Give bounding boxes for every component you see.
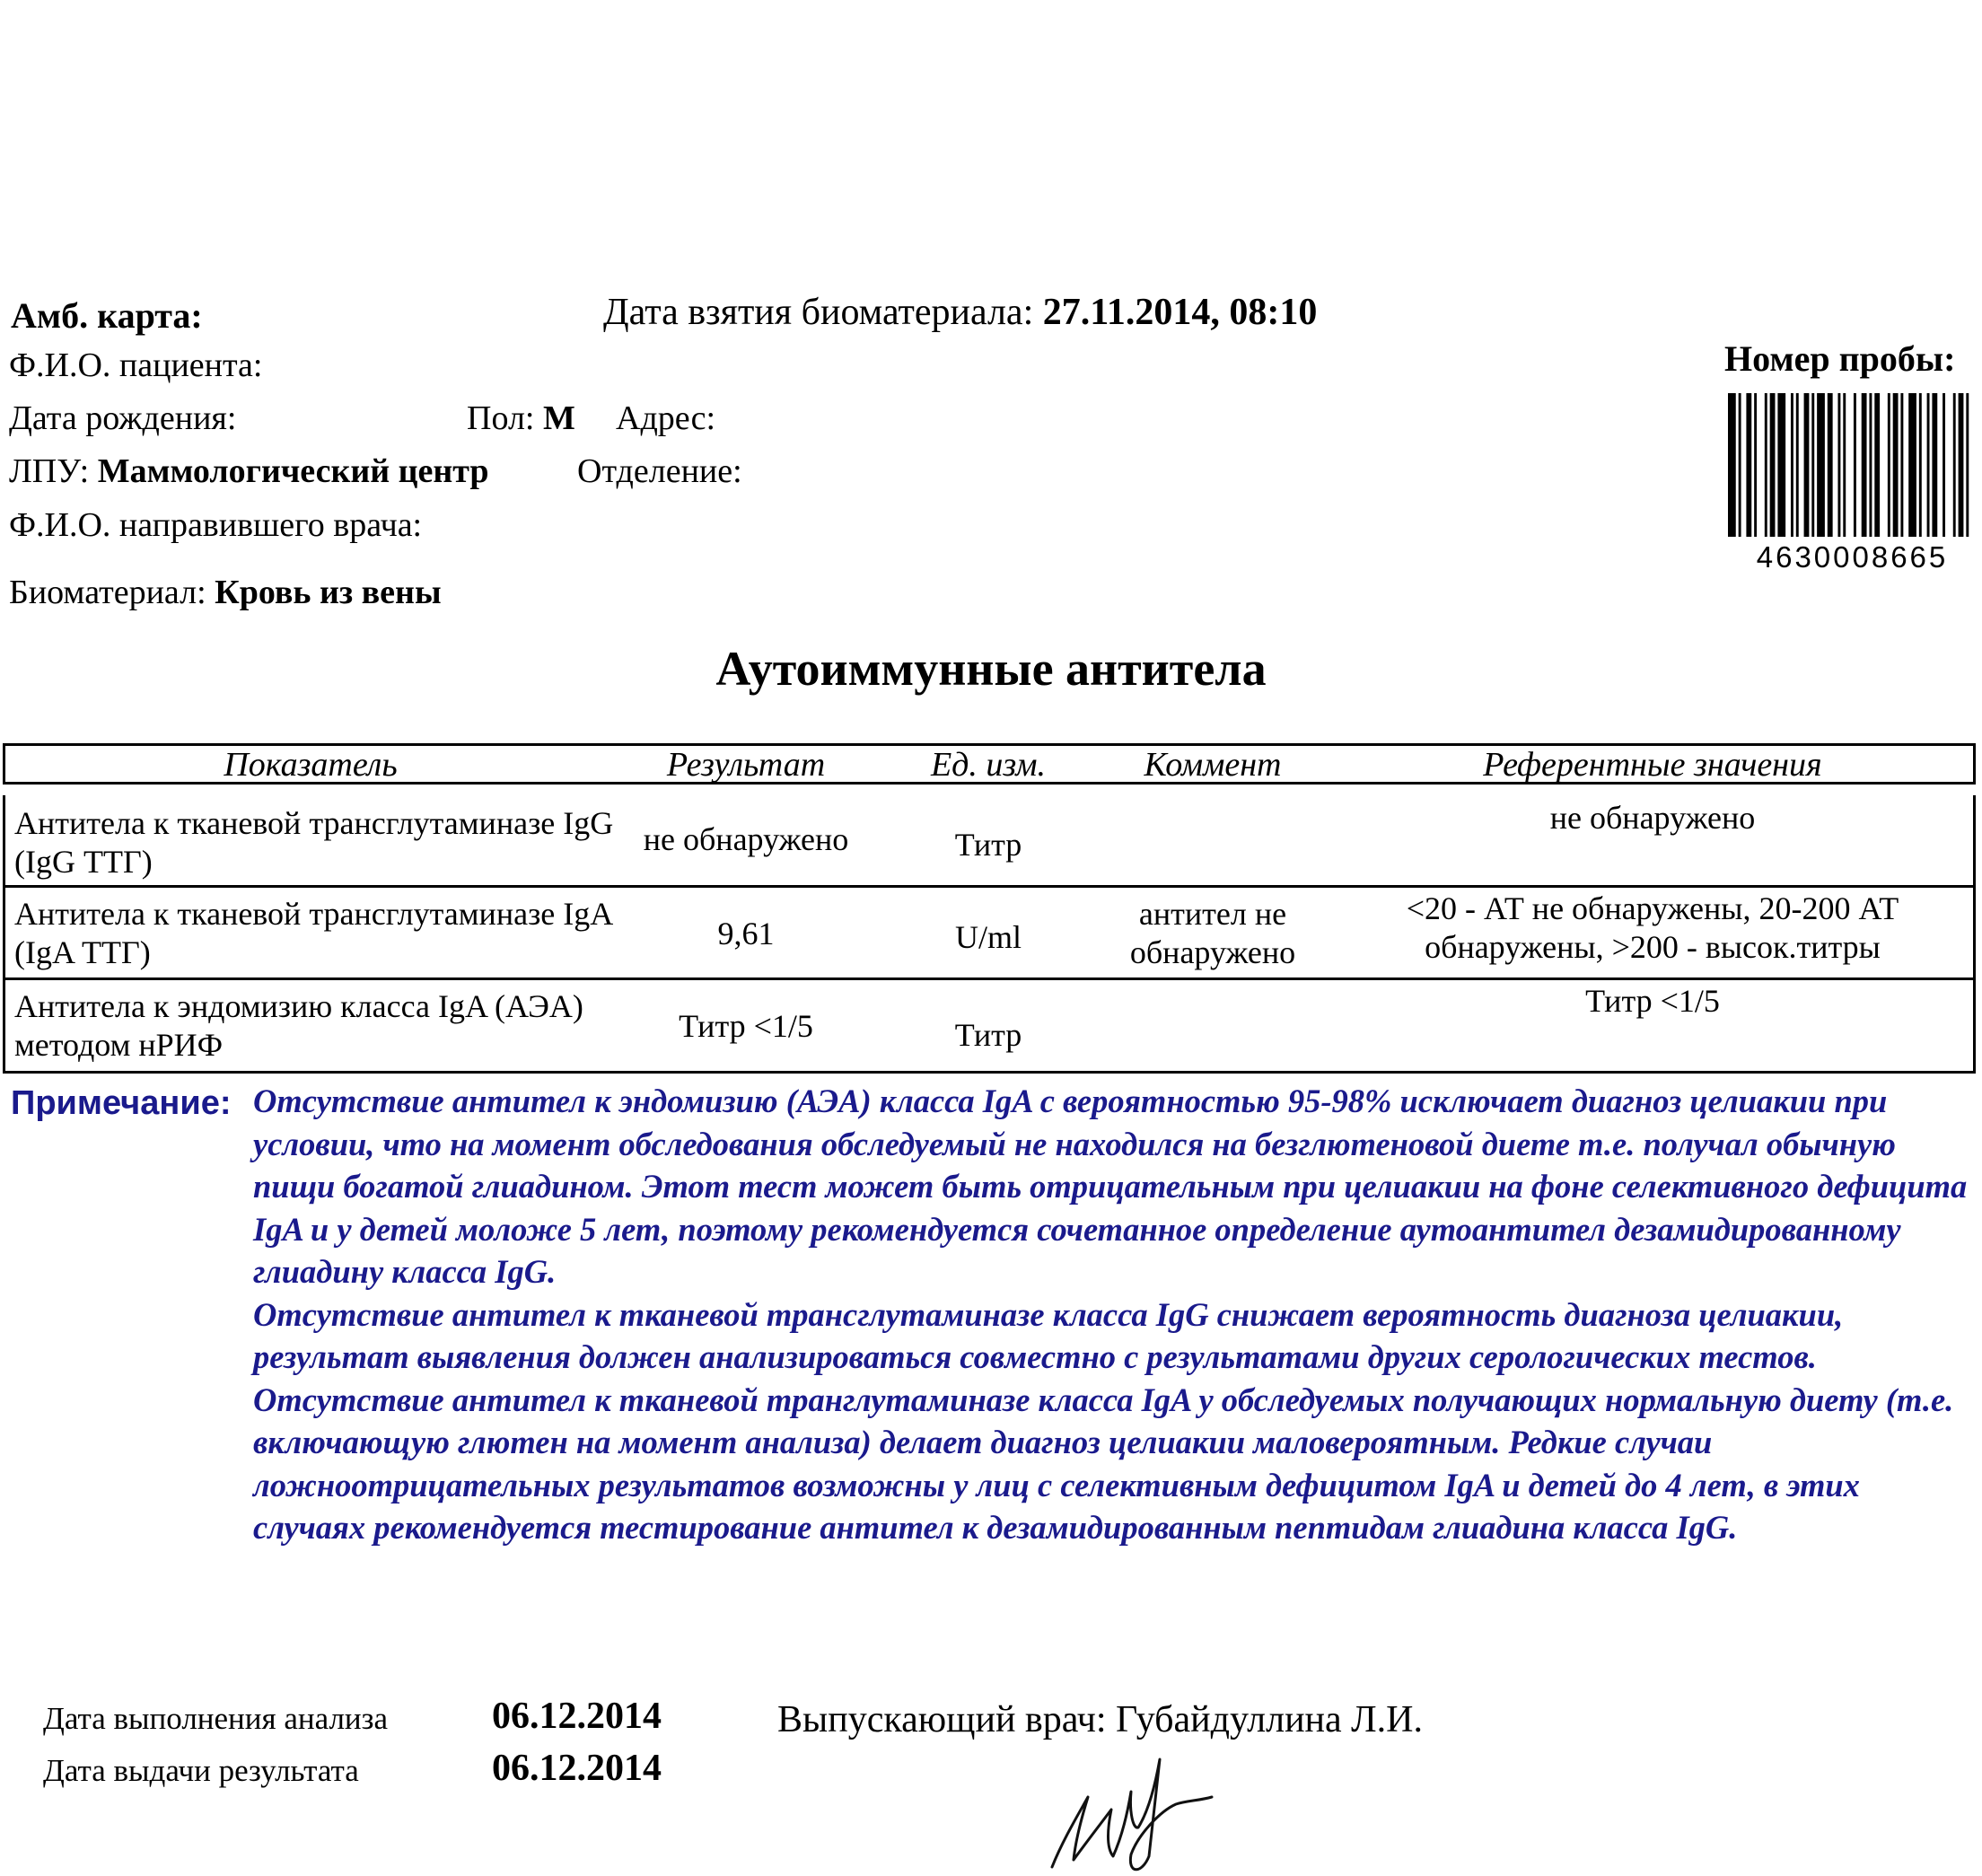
analysis-date-value: 06.12.2014 — [492, 1696, 662, 1737]
results-table — [3, 743, 1976, 1074]
biomaterial-field — [9, 573, 442, 612]
table-row — [3, 888, 1976, 980]
col-header-indicator: Показатель — [224, 746, 398, 784]
cell-reference: Титр <1/5 — [1585, 983, 1720, 1019]
note-paragraph: Отсутствие антител к тканевой транглутаминазе класса IgA у обследуемых получающих нормальную диету (т.е. включающую глютен на момент анализа) делает диагноз целиакии маловероятным. Редкие случаи ложноотрицательных результатов возможны у лиц с селективным дефицитом IgA и детей до 4 лет, в этих случаях рекомендуется тестирование антител к дезамидированным пептидам глиадина класса IgG. — [253, 1381, 1954, 1546]
cell-unit: Титр — [954, 827, 1022, 863]
amb-card-label: Амб. карта: — [11, 295, 203, 336]
note-paragraph: Отсутствие антител к эндомизию (АЭА) класса IgA с вероятностью 95-98% исключает диагноз целиакии при условии, что на момент обследования обследуемый не находился на безглютеновой диете т.е. получал обычную пищи богатой глиадином. Этот тест может быть отрицательным при целиакии на фоне селективного дефицита IgA и у детей моложе 5 лет, поэтому рекомендуется сочетанное определение аутоантител дезамидированному глиадину класса IgG. — [253, 1083, 1968, 1290]
table-row — [3, 980, 1976, 1074]
cell-result: не обнаружено — [643, 821, 849, 857]
barcode-number: 4630008665 — [1756, 540, 1949, 574]
col-header-reference: Референтные значения — [1483, 746, 1822, 784]
cell-indicator: Антитела к тканевой трансглутаминазе IgG (IgG ТТГ) — [14, 805, 614, 880]
table-header — [3, 743, 1976, 785]
releasing-doctor — [777, 1698, 1423, 1741]
cell-unit: Титр — [954, 1017, 1022, 1053]
birth-date-label: Дата рождения: — [9, 399, 237, 437]
sex-field — [467, 399, 575, 438]
department-label: Отделение: — [577, 452, 742, 490]
biomaterial-label: Биоматериал: — [9, 574, 206, 611]
note-paragraph: Отсутствие антител к тканевой трансглутаминазе класса IgG снижает вероятность диагноза целиакии, результат выявления должен анализироваться совместно с результатами других серологических тестов. — [253, 1295, 1844, 1375]
doctor-value: Губайдуллина Л.И. — [1116, 1699, 1423, 1740]
sample-date — [603, 291, 1317, 334]
sex-value: М — [542, 399, 575, 437]
col-header-comment: Коммент — [1144, 746, 1282, 784]
analysis-date-label: Дата выполнения анализа — [43, 1701, 389, 1736]
sample-date-label: Дата взятия биоматериала: — [603, 292, 1034, 333]
page-title: Аутоиммунные антитела — [715, 642, 1267, 696]
referring-doctor-label: Ф.И.О. направившего врача: — [9, 506, 423, 544]
note-text — [253, 1080, 1977, 1549]
address-label: Адрес: — [616, 399, 716, 437]
lpu-field — [9, 451, 489, 491]
patient-name-label: Ф.И.О. пациента: — [9, 346, 263, 384]
cell-reference: не обнаружено — [1549, 800, 1756, 836]
signature-image — [1041, 1741, 1221, 1876]
doctor-label: Выпускающий врач: — [777, 1699, 1107, 1740]
sample-date-value: 27.11.2014, 08:10 — [1042, 292, 1318, 333]
issue-date-value: 06.12.2014 — [492, 1748, 662, 1789]
cell-comment: антител не обнаружено — [1129, 896, 1296, 970]
issue-date-label: Дата выдачи результата — [43, 1753, 359, 1788]
col-header-unit: Ед. изм. — [930, 746, 1047, 784]
lpu-value: Маммологический центр — [97, 452, 489, 490]
cell-reference: <20 - АТ не обнаружены, 20-200 АТ обнаружены, >200 - высок.титры — [1406, 890, 1899, 965]
table-row — [3, 795, 1976, 888]
col-header-result: Результат — [666, 746, 826, 784]
cell-indicator: Антитела к эндомизию класса IgA (АЭА) методом нРИФ — [14, 988, 583, 1063]
sample-number-label: Номер пробы: — [1724, 338, 1956, 379]
barcode-image — [1728, 393, 1977, 537]
cell-result: 9,61 — [717, 916, 775, 951]
cell-indicator: Антитела к тканевой трансглутаминазе IgA (IgA ТТГ) — [14, 896, 612, 970]
cell-unit: U/ml — [954, 919, 1022, 955]
sex-label: Пол: — [467, 399, 535, 437]
cell-result: Титр <1/5 — [679, 1008, 813, 1044]
biomaterial-value: Кровь из вены — [215, 574, 442, 611]
note-label: Примечание: — [11, 1084, 232, 1122]
lpu-label: ЛПУ: — [9, 452, 90, 490]
